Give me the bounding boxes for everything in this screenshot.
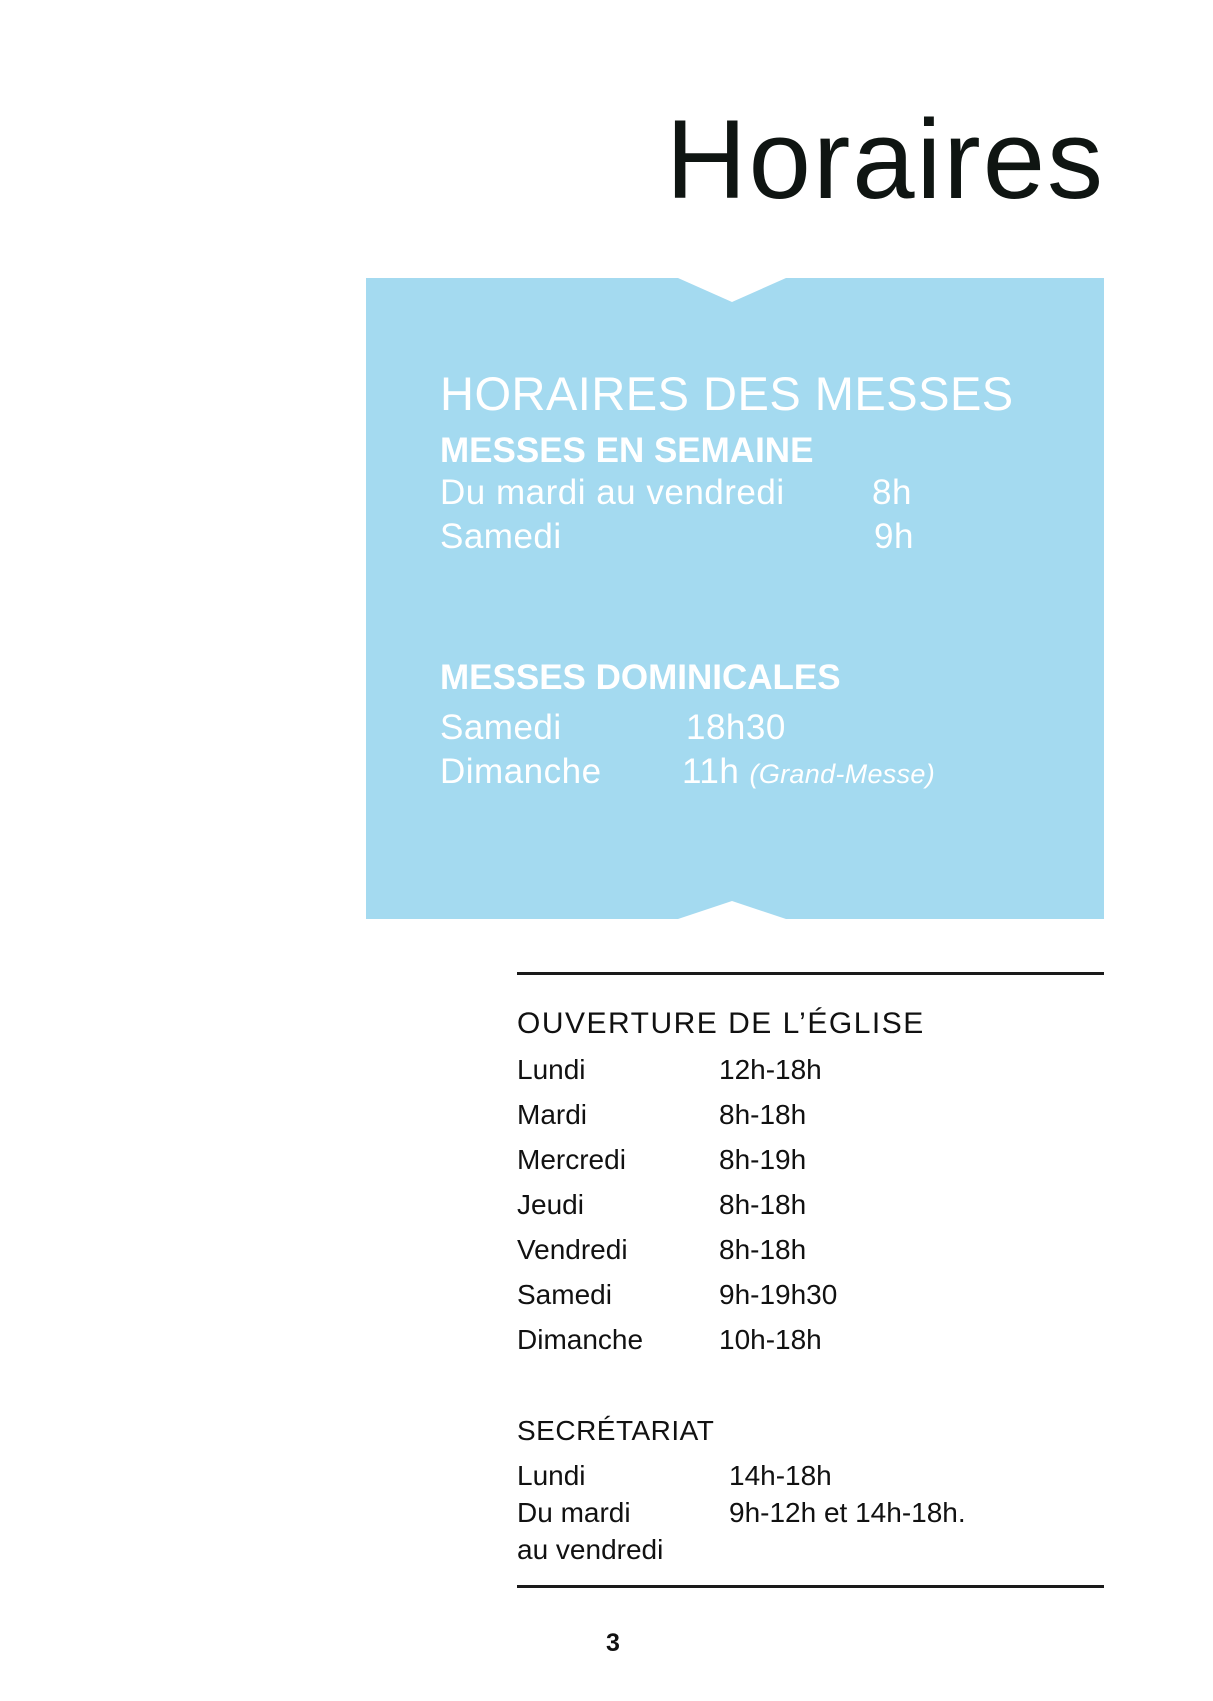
church-day: Samedi bbox=[517, 1279, 612, 1310]
church-row bbox=[517, 1144, 807, 1176]
church-hours: 8h-19h bbox=[719, 1144, 807, 1175]
church-row bbox=[517, 1234, 807, 1266]
weekday-time: 8h bbox=[872, 473, 912, 512]
sunday-day: Dimanche bbox=[440, 752, 602, 791]
saturday-day: Samedi bbox=[440, 517, 562, 556]
weekday-row bbox=[440, 473, 912, 513]
secretariat-day: Du mardi bbox=[517, 1497, 631, 1528]
secretariat-title: SECRÉTARIAT bbox=[517, 1415, 715, 1446]
church-row bbox=[517, 1189, 807, 1221]
church-hours: 10h-18h bbox=[719, 1324, 822, 1355]
bottom-divider bbox=[517, 1585, 1104, 1588]
sunday-row bbox=[440, 752, 935, 792]
church-hours: 8h-18h bbox=[719, 1189, 807, 1220]
secretariat-day: Lundi bbox=[517, 1460, 586, 1491]
weekday-day: Du mardi au vendredi bbox=[440, 473, 785, 512]
church-hours: 8h-18h bbox=[719, 1234, 807, 1265]
church-opening-title: OUVERTURE DE L’ÉGLISE bbox=[517, 1007, 925, 1040]
church-row bbox=[517, 1099, 807, 1131]
church-day: Mercredi bbox=[517, 1144, 626, 1175]
secretariat-hours: 9h-12h et 14h-18h. bbox=[729, 1497, 966, 1528]
church-hours: 8h-18h bbox=[719, 1099, 807, 1130]
church-day: Dimanche bbox=[517, 1324, 644, 1355]
grand-messe-note: (Grand-Messe) bbox=[749, 759, 935, 789]
church-day: Mardi bbox=[517, 1099, 588, 1130]
mass-schedule-box bbox=[366, 278, 1104, 919]
church-row bbox=[517, 1279, 838, 1311]
sunday-time-wrap bbox=[682, 752, 935, 792]
mass-schedule-title: HORAIRES DES MESSES bbox=[440, 367, 1014, 420]
church-day: Vendredi bbox=[517, 1234, 628, 1265]
sunday-time: 11h bbox=[682, 752, 740, 791]
secretariat-hours: 14h-18h bbox=[729, 1460, 832, 1491]
church-hours: 12h-18h bbox=[719, 1054, 822, 1085]
page-title: Horaires bbox=[665, 97, 1105, 222]
saturday-row bbox=[440, 517, 914, 557]
secretariat-day: au vendredi bbox=[517, 1534, 664, 1565]
secretariat-row bbox=[517, 1460, 832, 1492]
secretariat-row bbox=[517, 1497, 966, 1529]
church-hours: 9h-19h30 bbox=[719, 1279, 838, 1310]
top-divider bbox=[517, 972, 1104, 975]
church-day: Lundi bbox=[517, 1054, 586, 1085]
church-day: Jeudi bbox=[517, 1189, 584, 1220]
weekday-heading: MESSES EN SEMAINE bbox=[440, 431, 814, 470]
secretariat-row bbox=[517, 1534, 663, 1566]
sunday-saturday-day: Samedi bbox=[440, 708, 562, 747]
church-row bbox=[517, 1324, 822, 1356]
church-row bbox=[517, 1054, 822, 1086]
sunday-saturday-row bbox=[440, 708, 786, 748]
sunday-heading: MESSES DOMINICALES bbox=[440, 658, 841, 697]
page-number: 3 bbox=[606, 1629, 620, 1657]
saturday-time: 9h bbox=[874, 517, 914, 556]
sunday-saturday-time: 18h30 bbox=[686, 708, 786, 747]
